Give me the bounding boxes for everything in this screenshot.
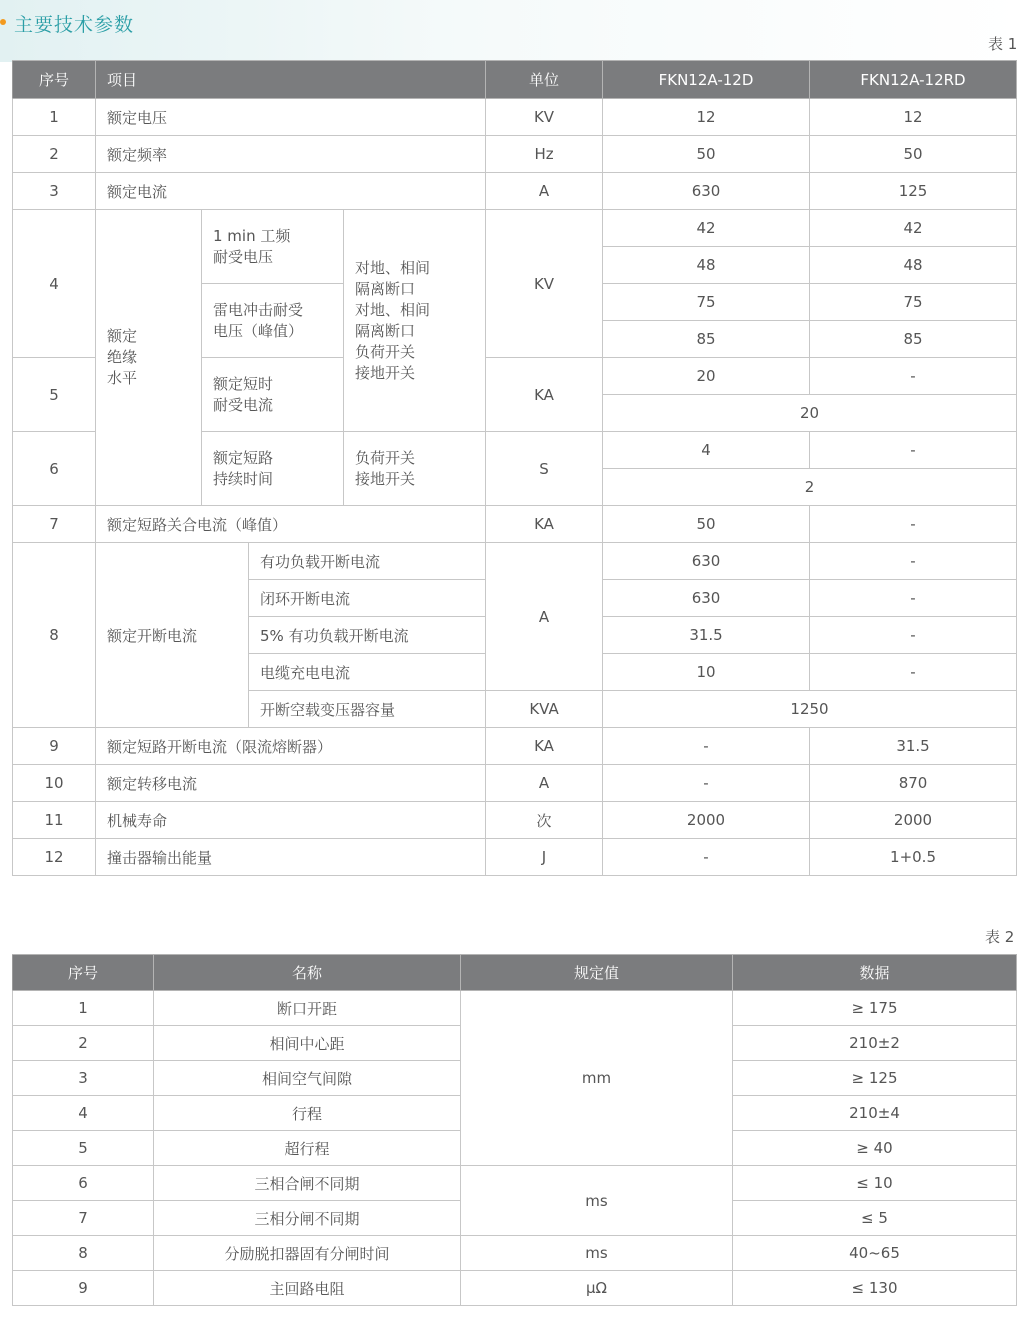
row-no: 3 (13, 1061, 154, 1096)
row-value-rd: - (810, 617, 1017, 654)
row-no: 3 (13, 173, 96, 210)
row-item: 额定频率 (96, 136, 486, 173)
row-value-d: 10 (603, 654, 810, 691)
header-no: 序号 (13, 61, 96, 99)
table-row (13, 765, 1017, 802)
row-value-rd: 870 (810, 765, 1017, 802)
row-item: 额定短路关合电流（峰值） (96, 506, 486, 543)
row-unit: ms (461, 1236, 733, 1271)
header-unit: 单位 (486, 61, 603, 99)
row-value: 210±2 (733, 1026, 1017, 1061)
table-row (13, 136, 1017, 173)
row-item: 额定转移电流 (96, 765, 486, 802)
row-value-d: 20 (603, 358, 810, 395)
row-value: ≤ 10 (733, 1166, 1017, 1201)
row-value-rd: 31.5 (810, 728, 1017, 765)
insulation-sub-label: 对地、相间 隔离断口 对地、相间 隔离断口 负荷开关 接地开关 (344, 210, 486, 432)
row-no: 4 (13, 1096, 154, 1131)
row-value-rd: - (810, 432, 1017, 469)
row-value-d: - (603, 839, 810, 876)
row-value-d: 85 (603, 321, 810, 358)
header-data: 数据 (733, 955, 1017, 991)
row-value-rd: 125 (810, 173, 1017, 210)
table-row (13, 506, 1017, 543)
table-row (13, 543, 1017, 580)
row-no: 2 (13, 1026, 154, 1061)
table1-label: 表 1 (988, 35, 1018, 53)
row-no: 6 (13, 1166, 154, 1201)
table-row (13, 1271, 1017, 1306)
row-unit: μΩ (461, 1271, 733, 1306)
row-unit: mm (461, 991, 733, 1166)
row-value-rd: 75 (810, 284, 1017, 321)
row-item: 撞击器输出能量 (96, 839, 486, 876)
header-name: 名称 (154, 955, 461, 991)
row-unit: 次 (486, 802, 603, 839)
row-unit: J (486, 839, 603, 876)
row-value: 210±4 (733, 1096, 1017, 1131)
row-value-rd: 50 (810, 136, 1017, 173)
row-no: 5 (13, 1131, 154, 1166)
row-unit: S (486, 432, 603, 506)
row-value-d: 12 (603, 99, 810, 136)
row-name: 主回路电阻 (154, 1271, 461, 1306)
row-no: 1 (13, 99, 96, 136)
row-name: 相间中心距 (154, 1026, 461, 1061)
row-no: 11 (13, 802, 96, 839)
table-row (13, 839, 1017, 876)
row-value-merged: 1250 (603, 691, 1017, 728)
row-value-d: - (603, 765, 810, 802)
row-no: 6 (13, 432, 96, 506)
row-value-rd: - (810, 506, 1017, 543)
table-header-row (13, 955, 1017, 991)
row-no: 7 (13, 506, 96, 543)
page-title: 主要技术参数 (14, 14, 135, 36)
row-value-rd: 1+0.5 (810, 839, 1017, 876)
row-unit: A (486, 765, 603, 802)
row-value-rd: 48 (810, 247, 1017, 284)
row-unit: ms (461, 1166, 733, 1236)
header-fkn12a-12rd: FKN12A-12RD (810, 61, 1017, 99)
table-row (13, 1236, 1017, 1271)
bullet-dot-icon (0, 19, 6, 25)
row-no: 8 (13, 543, 96, 728)
row-value: ≥ 40 (733, 1131, 1017, 1166)
row-value-rd: - (810, 580, 1017, 617)
row-unit: Hz (486, 136, 603, 173)
row-value-d: 630 (603, 580, 810, 617)
header-item: 项目 (96, 61, 486, 99)
row-no: 4 (13, 210, 96, 358)
row-item: 开断空载变压器容量 (249, 691, 486, 728)
row-value-d: 50 (603, 506, 810, 543)
insulation-group-label: 额定 绝缘 水平 (96, 210, 202, 506)
row-unit: KVA (486, 691, 603, 728)
row-unit: A (486, 543, 603, 691)
row-unit: KA (486, 358, 603, 432)
row-item: 额定电流 (96, 173, 486, 210)
row-name: 相间空气间隙 (154, 1061, 461, 1096)
row-item: 额定电压 (96, 99, 486, 136)
row-unit: KV (486, 210, 603, 358)
row-value-d: - (603, 728, 810, 765)
row-no: 2 (13, 136, 96, 173)
table-row (13, 210, 1017, 247)
row-name: 分励脱扣器固有分闸时间 (154, 1236, 461, 1271)
row-item: 电缆充电电流 (249, 654, 486, 691)
row-value-d: 48 (603, 247, 810, 284)
row-value: ≥ 175 (733, 991, 1017, 1026)
row-value-d: 2000 (603, 802, 810, 839)
row-value-rd: 12 (810, 99, 1017, 136)
row-value-merged: 2 (603, 469, 1017, 506)
row-item: 额定短路开断电流（限流熔断器） (96, 728, 486, 765)
row-value-rd: 85 (810, 321, 1017, 358)
short-circuit-duration-label: 额定短路 持续时间 (202, 432, 344, 506)
row-unit: KA (486, 506, 603, 543)
row-value: 40~65 (733, 1236, 1017, 1271)
row-item: 机械寿命 (96, 802, 486, 839)
power-frequency-label: 1 min 工频 耐受电压 (202, 210, 344, 284)
row-value-rd: - (810, 654, 1017, 691)
breaking-group-label: 额定开断电流 (96, 543, 249, 728)
table-row (13, 802, 1017, 839)
table-row (13, 728, 1017, 765)
row-unit: KA (486, 728, 603, 765)
header-fkn12a-12d: FKN12A-12D (603, 61, 810, 99)
spec-table-1 (12, 60, 1017, 876)
row-value: ≤ 130 (733, 1271, 1017, 1306)
row-value-rd: - (810, 358, 1017, 395)
row-no: 8 (13, 1236, 154, 1271)
row-no: 9 (13, 1271, 154, 1306)
row-value-d: 31.5 (603, 617, 810, 654)
table-header-row (13, 61, 1017, 99)
row-unit: KV (486, 99, 603, 136)
row-value-d: 75 (603, 284, 810, 321)
spec-table-2 (12, 954, 1017, 1306)
row-item: 闭环开断电流 (249, 580, 486, 617)
row-no: 9 (13, 728, 96, 765)
row-value-d: 630 (603, 173, 810, 210)
table-row (13, 173, 1017, 210)
table2-label: 表 2 (985, 928, 1015, 946)
row-no: 7 (13, 1201, 154, 1236)
duration-sub-label: 负荷开关 接地开关 (344, 432, 486, 506)
row-item: 5% 有功负载开断电流 (249, 617, 486, 654)
table-row (13, 991, 1017, 1026)
row-name: 三相分闸不同期 (154, 1201, 461, 1236)
row-no: 5 (13, 358, 96, 432)
title-band (0, 0, 1024, 62)
row-name: 行程 (154, 1096, 461, 1131)
row-name: 超行程 (154, 1131, 461, 1166)
row-item: 有功负载开断电流 (249, 543, 486, 580)
header-no: 序号 (13, 955, 154, 991)
row-value-rd: 2000 (810, 802, 1017, 839)
row-name: 三相合闸不同期 (154, 1166, 461, 1201)
row-value-d: 50 (603, 136, 810, 173)
row-unit: A (486, 173, 603, 210)
row-value: ≥ 125 (733, 1061, 1017, 1096)
row-no: 1 (13, 991, 154, 1026)
table-row (13, 99, 1017, 136)
row-value-rd: - (810, 543, 1017, 580)
row-name: 断口开距 (154, 991, 461, 1026)
row-value-rd: 42 (810, 210, 1017, 247)
row-value: ≤ 5 (733, 1201, 1017, 1236)
row-value-d: 42 (603, 210, 810, 247)
short-time-current-label: 额定短时 耐受电流 (202, 358, 344, 432)
table-row (13, 1166, 1017, 1201)
header-spec: 规定值 (461, 955, 733, 991)
lightning-impulse-label: 雷电冲击耐受 电压（峰值） (202, 284, 344, 358)
row-value-merged: 20 (603, 395, 1017, 432)
row-value-d: 630 (603, 543, 810, 580)
row-no: 12 (13, 839, 96, 876)
row-no: 10 (13, 765, 96, 802)
row-value-d: 4 (603, 432, 810, 469)
